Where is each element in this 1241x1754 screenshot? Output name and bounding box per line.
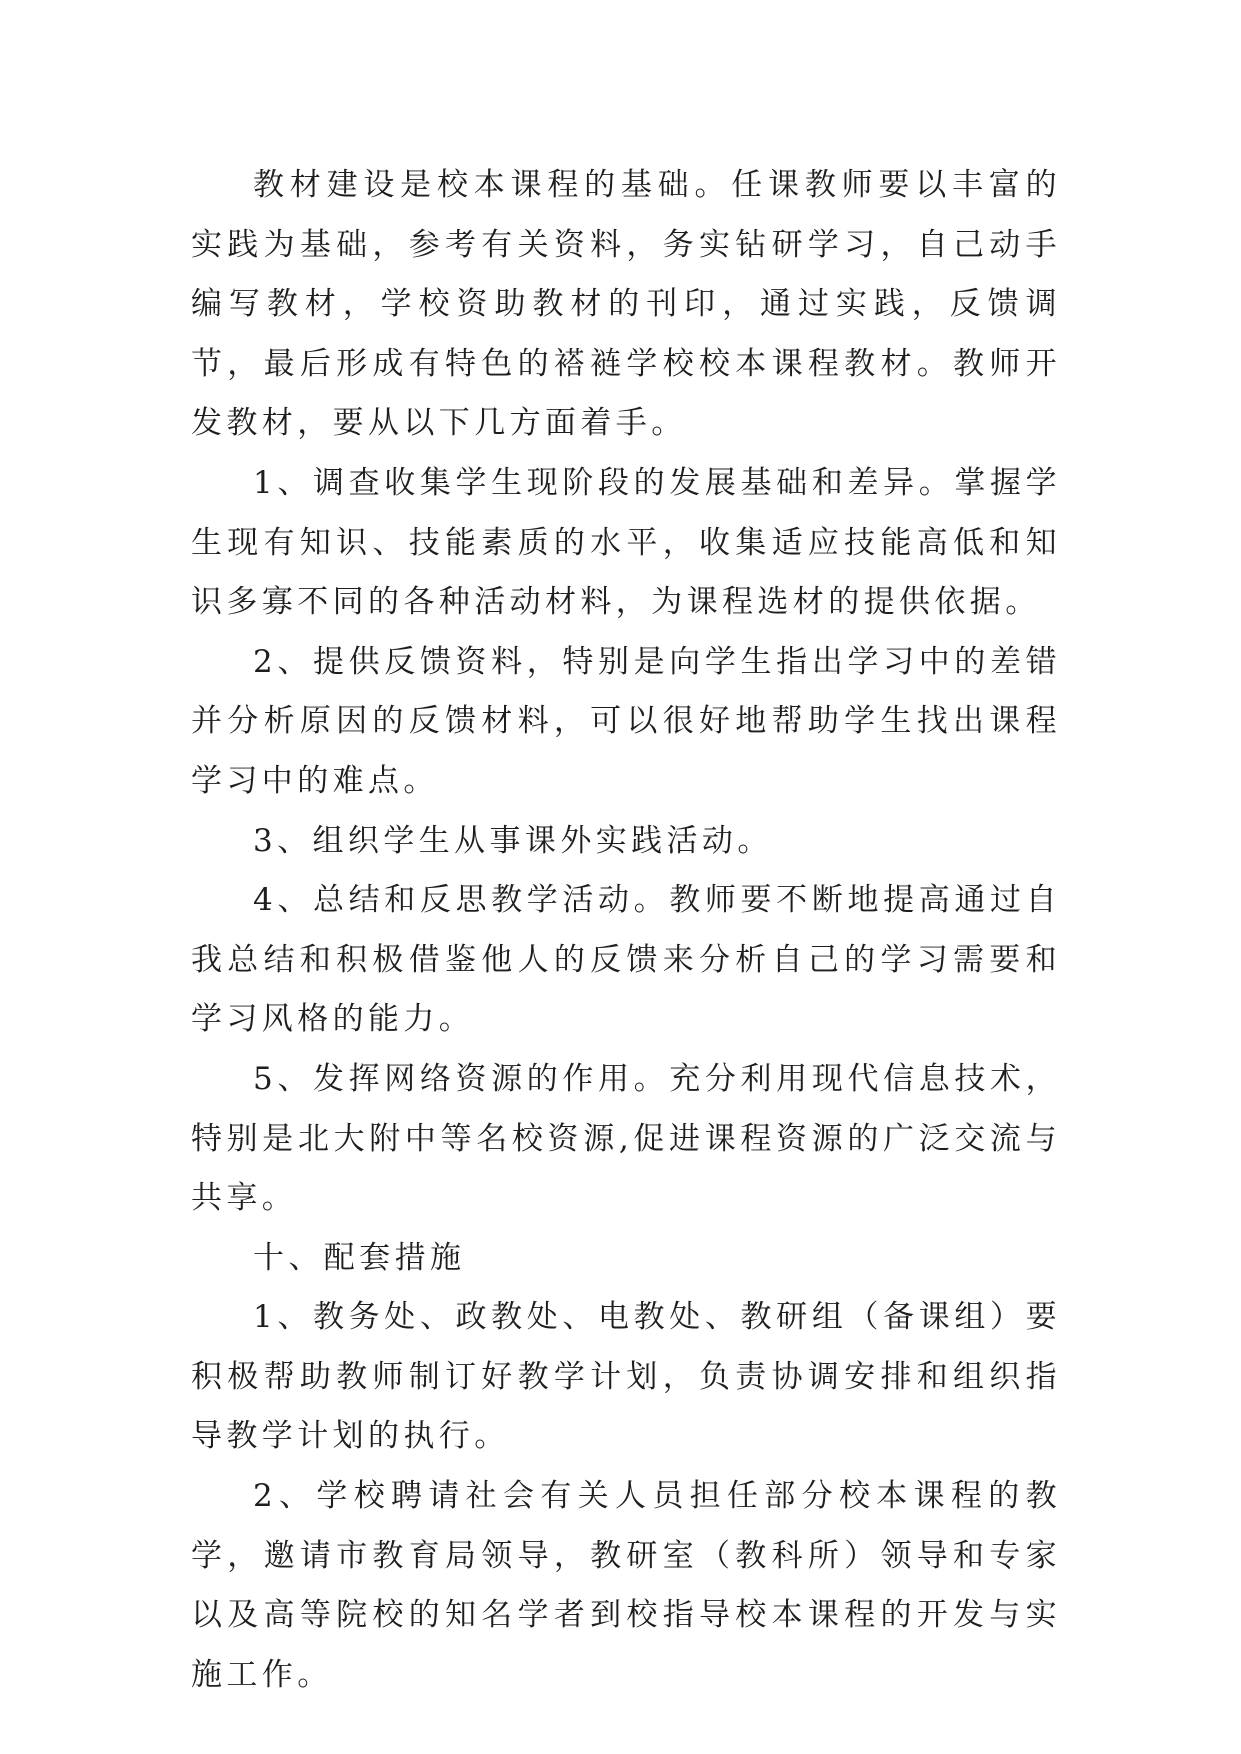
paragraph-item-3-practice: 3、组织学生从事课外实践活动。 xyxy=(253,822,773,859)
paragraph-measure-2: 2、学校聘请社会有关人员担任部分校本课程的教学，邀请市教育局领导，教研室（教科所）领导和专家以及高等院校的知名学者到校指导校本课程的开发与实施工作。 xyxy=(191,1478,1061,1693)
section-heading-supporting-measures: 十、配套措施 xyxy=(253,1239,466,1276)
paragraph-item-2-feedback: 2、提供反馈资料，特别是向学生指出学习中的差错并分析原因的反馈材料，可以很好地帮助学生找出课程学习中的难点。 xyxy=(191,643,1061,799)
paragraph-item-1-survey: 1、调查收集学生现阶段的发展基础和差异。掌握学生现有知识、技能素质的水平，收集适应技能高低和知识多寡不同的各种活动材料，为课程选材的提供依据。 xyxy=(191,464,1061,621)
paragraph-item-4-reflection: 4、总结和反思教学活动。教师要不断地提高通过自我总结和积极借鉴他人的反馈来分析自己的学习需要和学习风格的能力。 xyxy=(191,882,1061,1038)
paragraph-item-5-network: 5、发挥网络资源的作用。充分利用现代信息技术，特别是北大附中等名校资源,促进课程资源的广泛交流与共享。 xyxy=(191,1060,1061,1217)
document-body xyxy=(191,156,1061,1705)
paragraph-measure-1: 1、教务处、政教处、电教处、教研组（备课组）要积极帮助教师制订好教学计划，负责协调安排和组织指导教学计划的执行。 xyxy=(191,1299,1061,1455)
paragraph-textbook-construction: 教材建设是校本课程的基础。任课教师要以丰富的实践为基础，参考有关资料，务实钻研学习，自己动手编写教材，学校资助教材的刊印，通过实践，反馈调节，最后形成有特色的褡裢学校校本课程教材。教师开发教材，要从以下几方面着手。 xyxy=(191,167,1061,442)
